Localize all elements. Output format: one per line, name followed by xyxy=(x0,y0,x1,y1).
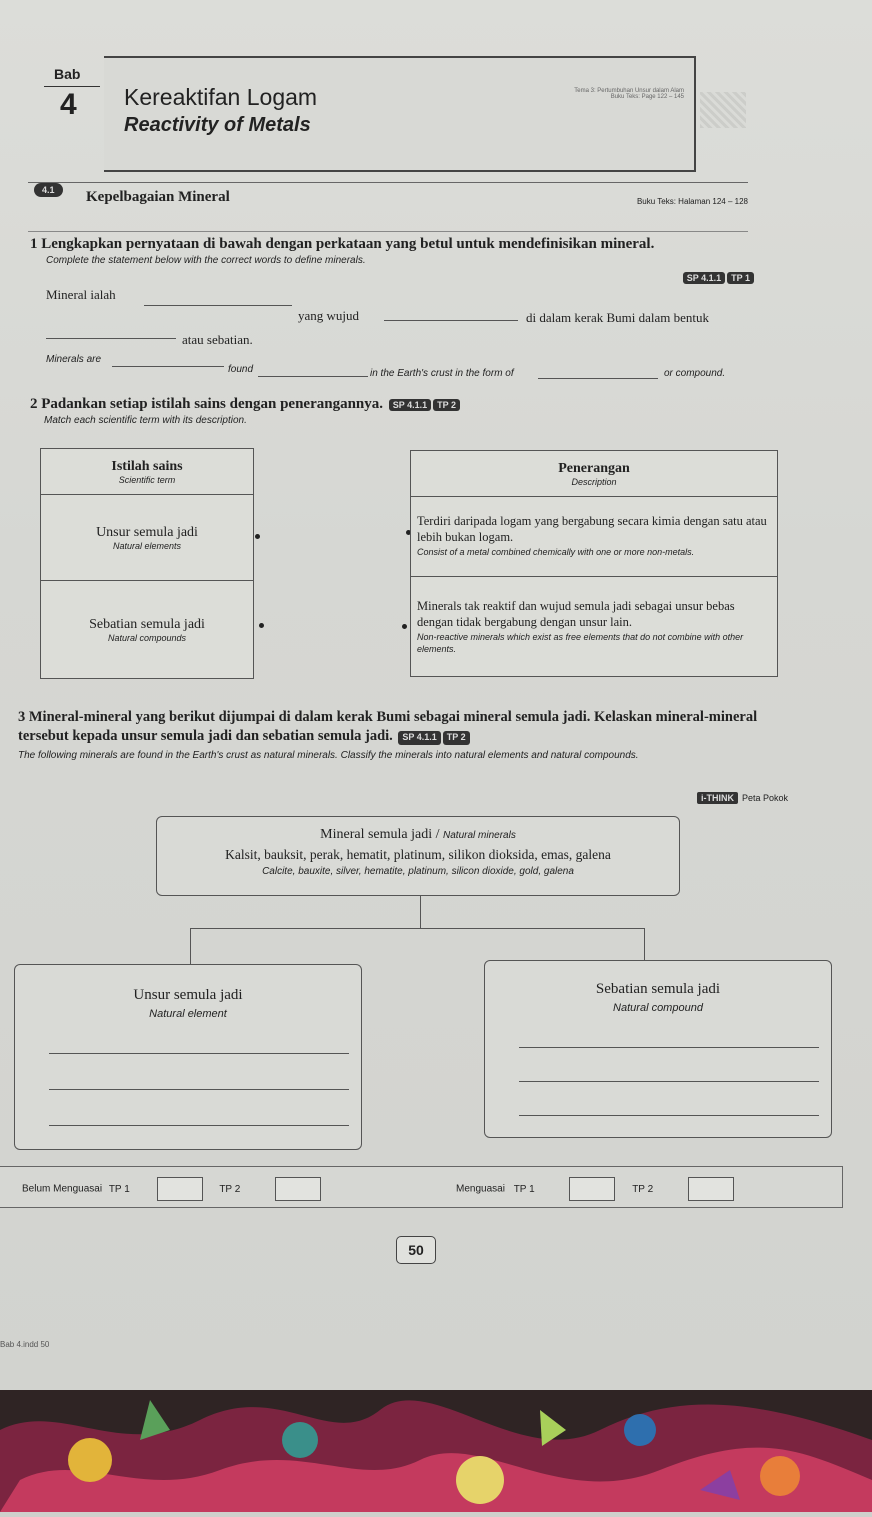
term-row xyxy=(41,495,254,581)
answer-line[interactable] xyxy=(519,1081,819,1082)
book-ref: Buku Teks: Page 122 – 145 xyxy=(610,94,684,100)
qr-code-icon xyxy=(700,92,746,128)
checkbox-not-mastered-tp2[interactable] xyxy=(275,1177,321,1201)
question-2 xyxy=(30,396,770,426)
mastery-strip xyxy=(0,1166,843,1208)
q1-tp-badge: TP 1 xyxy=(727,272,754,284)
natural-element-title-ms: Unsur semula jadi xyxy=(133,987,243,1003)
natural-minerals-title-en: Natural minerals xyxy=(443,830,516,841)
term-ms: Sebatian semula jadi xyxy=(89,616,205,632)
q1-number: 1 xyxy=(30,236,38,252)
q1-blank-3[interactable] xyxy=(46,338,176,339)
tree-connector xyxy=(420,895,421,929)
not-mastered-tp1: TP 1 xyxy=(108,1183,130,1195)
description-row xyxy=(411,497,778,577)
chapter-title-box xyxy=(104,56,696,172)
q2-text-en: Match each scientific term with its description. xyxy=(44,415,247,426)
checkbox-mastered-tp1[interactable] xyxy=(569,1177,615,1201)
q1-text-ms: Lengkapkan pernyataan di bawah dengan perkataan yang betul untuk mendefinisikan mineral. xyxy=(41,236,655,252)
term-header-en: Scientific term xyxy=(118,474,176,485)
q1-text-en: Complete the statement below with the correct words to define minerals. xyxy=(46,255,366,266)
q1-blank-2[interactable] xyxy=(384,320,518,321)
q1-ms-a: Mineral ialah xyxy=(46,287,116,302)
q1-statement-ms xyxy=(46,288,766,301)
term-header xyxy=(41,449,254,495)
description-header-en: Description xyxy=(571,476,617,487)
natural-minerals-box: Mineral semula jadi / Natural minerals Kalsit, bauksit, perak, hematit, platinum, silikon dioksida, emas, galena Calcite, bauxite, silver, hematite, platinum, silicon dioxide, gold, galena xyxy=(156,816,680,896)
description-table xyxy=(410,450,778,677)
q1-blank-5[interactable] xyxy=(258,376,368,377)
q1-ms-d: atau sebatian. xyxy=(182,332,253,347)
natural-compound-title-en: Natural compound xyxy=(613,1002,703,1014)
natural-element-title-en: Natural element xyxy=(149,1008,227,1020)
question-1 xyxy=(30,236,760,283)
q1-ms-b: yang wujud xyxy=(298,308,360,323)
description-row xyxy=(411,577,778,677)
section-title: Kepelbagaian Mineral xyxy=(86,189,230,205)
term-ms: Unsur semula jadi xyxy=(96,524,198,540)
q3-text-en: The following minerals are found in the Earth's crust as natural minerals. Classify the minerals into natural elements and natural compounds. xyxy=(18,749,639,761)
fabric-background xyxy=(0,1390,872,1512)
ithink-label: i-THINK xyxy=(697,792,738,804)
theme-ref: Tema 3: Pertumbuhan Unsur dalam Alam xyxy=(574,88,684,94)
q1-sp-badge: SP 4.1.1 xyxy=(683,272,725,284)
q3-text-ms: Mineral-mineral yang berikut dijumpai di dalam kerak Bumi sebagai mineral semula jadi. Kelaskan mineral-mineral tersebut kepada unsur semula jadi dan sebatian semula jadi. xyxy=(18,709,758,744)
answer-line[interactable] xyxy=(519,1115,819,1116)
natural-element-box xyxy=(14,964,362,1150)
answer-line[interactable] xyxy=(49,1053,349,1054)
description-en: Consist of a metal combined chemically with one or more non-metals. xyxy=(417,547,695,558)
mastered-group xyxy=(456,1177,734,1201)
match-dot[interactable] xyxy=(402,624,407,629)
checkbox-not-mastered-tp1[interactable] xyxy=(157,1177,203,1201)
description-header xyxy=(411,451,778,497)
not-mastered-tp2: TP 2 xyxy=(219,1183,241,1195)
ithink-badge xyxy=(697,788,788,806)
mastered-tp2: TP 2 xyxy=(632,1183,654,1195)
page-number: 50 xyxy=(396,1236,436,1264)
match-dot[interactable] xyxy=(255,534,260,539)
mastered-tp1: TP 1 xyxy=(513,1183,535,1195)
answer-line[interactable] xyxy=(519,1047,819,1048)
natural-minerals-title-ms: Mineral semula jadi xyxy=(320,827,433,842)
ithink-map-type: Peta Pokok xyxy=(741,793,788,803)
not-mastered-label: Belum Menguasai xyxy=(22,1183,103,1195)
section-bar xyxy=(28,182,748,232)
mineral-list-en: Calcite, bauxite, silver, hematite, platinum, silicon dioxide, gold, galena xyxy=(262,866,574,877)
q1-en-d: or compound. xyxy=(664,368,726,379)
natural-compound-title-ms: Sebatian semula jadi xyxy=(595,981,721,997)
q2-sp-badge: SP 4.1.1 xyxy=(389,399,431,411)
match-dot[interactable] xyxy=(259,623,264,628)
not-mastered-group xyxy=(22,1177,321,1201)
section-textbook-ref: Buku Teks: Halaman 124 – 128 xyxy=(636,197,748,206)
chapter-title-en: Reactivity of Metals xyxy=(124,114,311,136)
tree-connector xyxy=(190,928,644,929)
description-ms: Terdiri daripada logam yang bergabung secara kimia dengan satu atau lebih bukan logam. xyxy=(417,514,767,544)
section-number: 4.1 xyxy=(34,183,63,197)
q1-en-c: in the Earth's crust in the form of xyxy=(370,368,514,379)
term-en: Natural compounds xyxy=(107,632,187,643)
chapter-title-ms: Kereaktifan Logam xyxy=(124,84,318,110)
natural-compound-box xyxy=(484,960,832,1138)
answer-line[interactable] xyxy=(49,1089,349,1090)
q1-en-b: found xyxy=(228,364,254,375)
question-3 xyxy=(18,708,788,763)
q2-tp-badge: TP 2 xyxy=(433,399,460,411)
q1-blank-6[interactable] xyxy=(538,378,658,379)
mineral-list-ms: Kalsit, bauksit, perak, hematit, platinum, silikon dioksida, emas, galena xyxy=(225,847,611,862)
answer-line[interactable] xyxy=(49,1125,349,1126)
mastered-label: Menguasai xyxy=(456,1183,505,1195)
q1-blank-4[interactable] xyxy=(112,366,224,367)
q1-blank-1[interactable] xyxy=(144,305,292,306)
q3-sp-badge: SP 4.1.1 xyxy=(398,731,440,745)
footer-file-ref: Bab 4.indd 50 xyxy=(0,1340,50,1349)
scientific-term-table xyxy=(40,448,254,679)
term-row xyxy=(41,581,254,679)
q1-en-a: Minerals are xyxy=(46,354,102,365)
fabric-pattern-icon xyxy=(0,1390,872,1512)
description-header-ms: Penerangan xyxy=(558,460,630,476)
term-en: Natural elements xyxy=(112,540,182,551)
tree-connector xyxy=(190,928,191,964)
q2-text-ms: Padankan setiap istilah sains dengan penerangannya. xyxy=(41,396,384,412)
q3-number: 3 xyxy=(18,709,26,725)
description-en: Non-reactive minerals which exist as free elements that do not combine with other elements. xyxy=(417,632,744,654)
tree-connector xyxy=(644,928,645,960)
term-header-ms: Istilah sains xyxy=(111,458,183,474)
q3-tp-badge: TP 2 xyxy=(443,731,470,745)
chapter-number: 4 xyxy=(60,88,77,121)
chapter-badge xyxy=(40,58,104,121)
q1-ms-c: di dalam kerak Bumi dalam bentuk xyxy=(526,310,710,325)
bab-label: Bab xyxy=(54,66,81,82)
checkbox-mastered-tp2[interactable] xyxy=(688,1177,734,1201)
description-ms: Minerals tak reaktif dan wujud semula jadi sebagai unsur bebas dengan tidak bergabung dengan unsur lain. xyxy=(417,598,735,629)
q2-number: 2 xyxy=(30,396,38,412)
